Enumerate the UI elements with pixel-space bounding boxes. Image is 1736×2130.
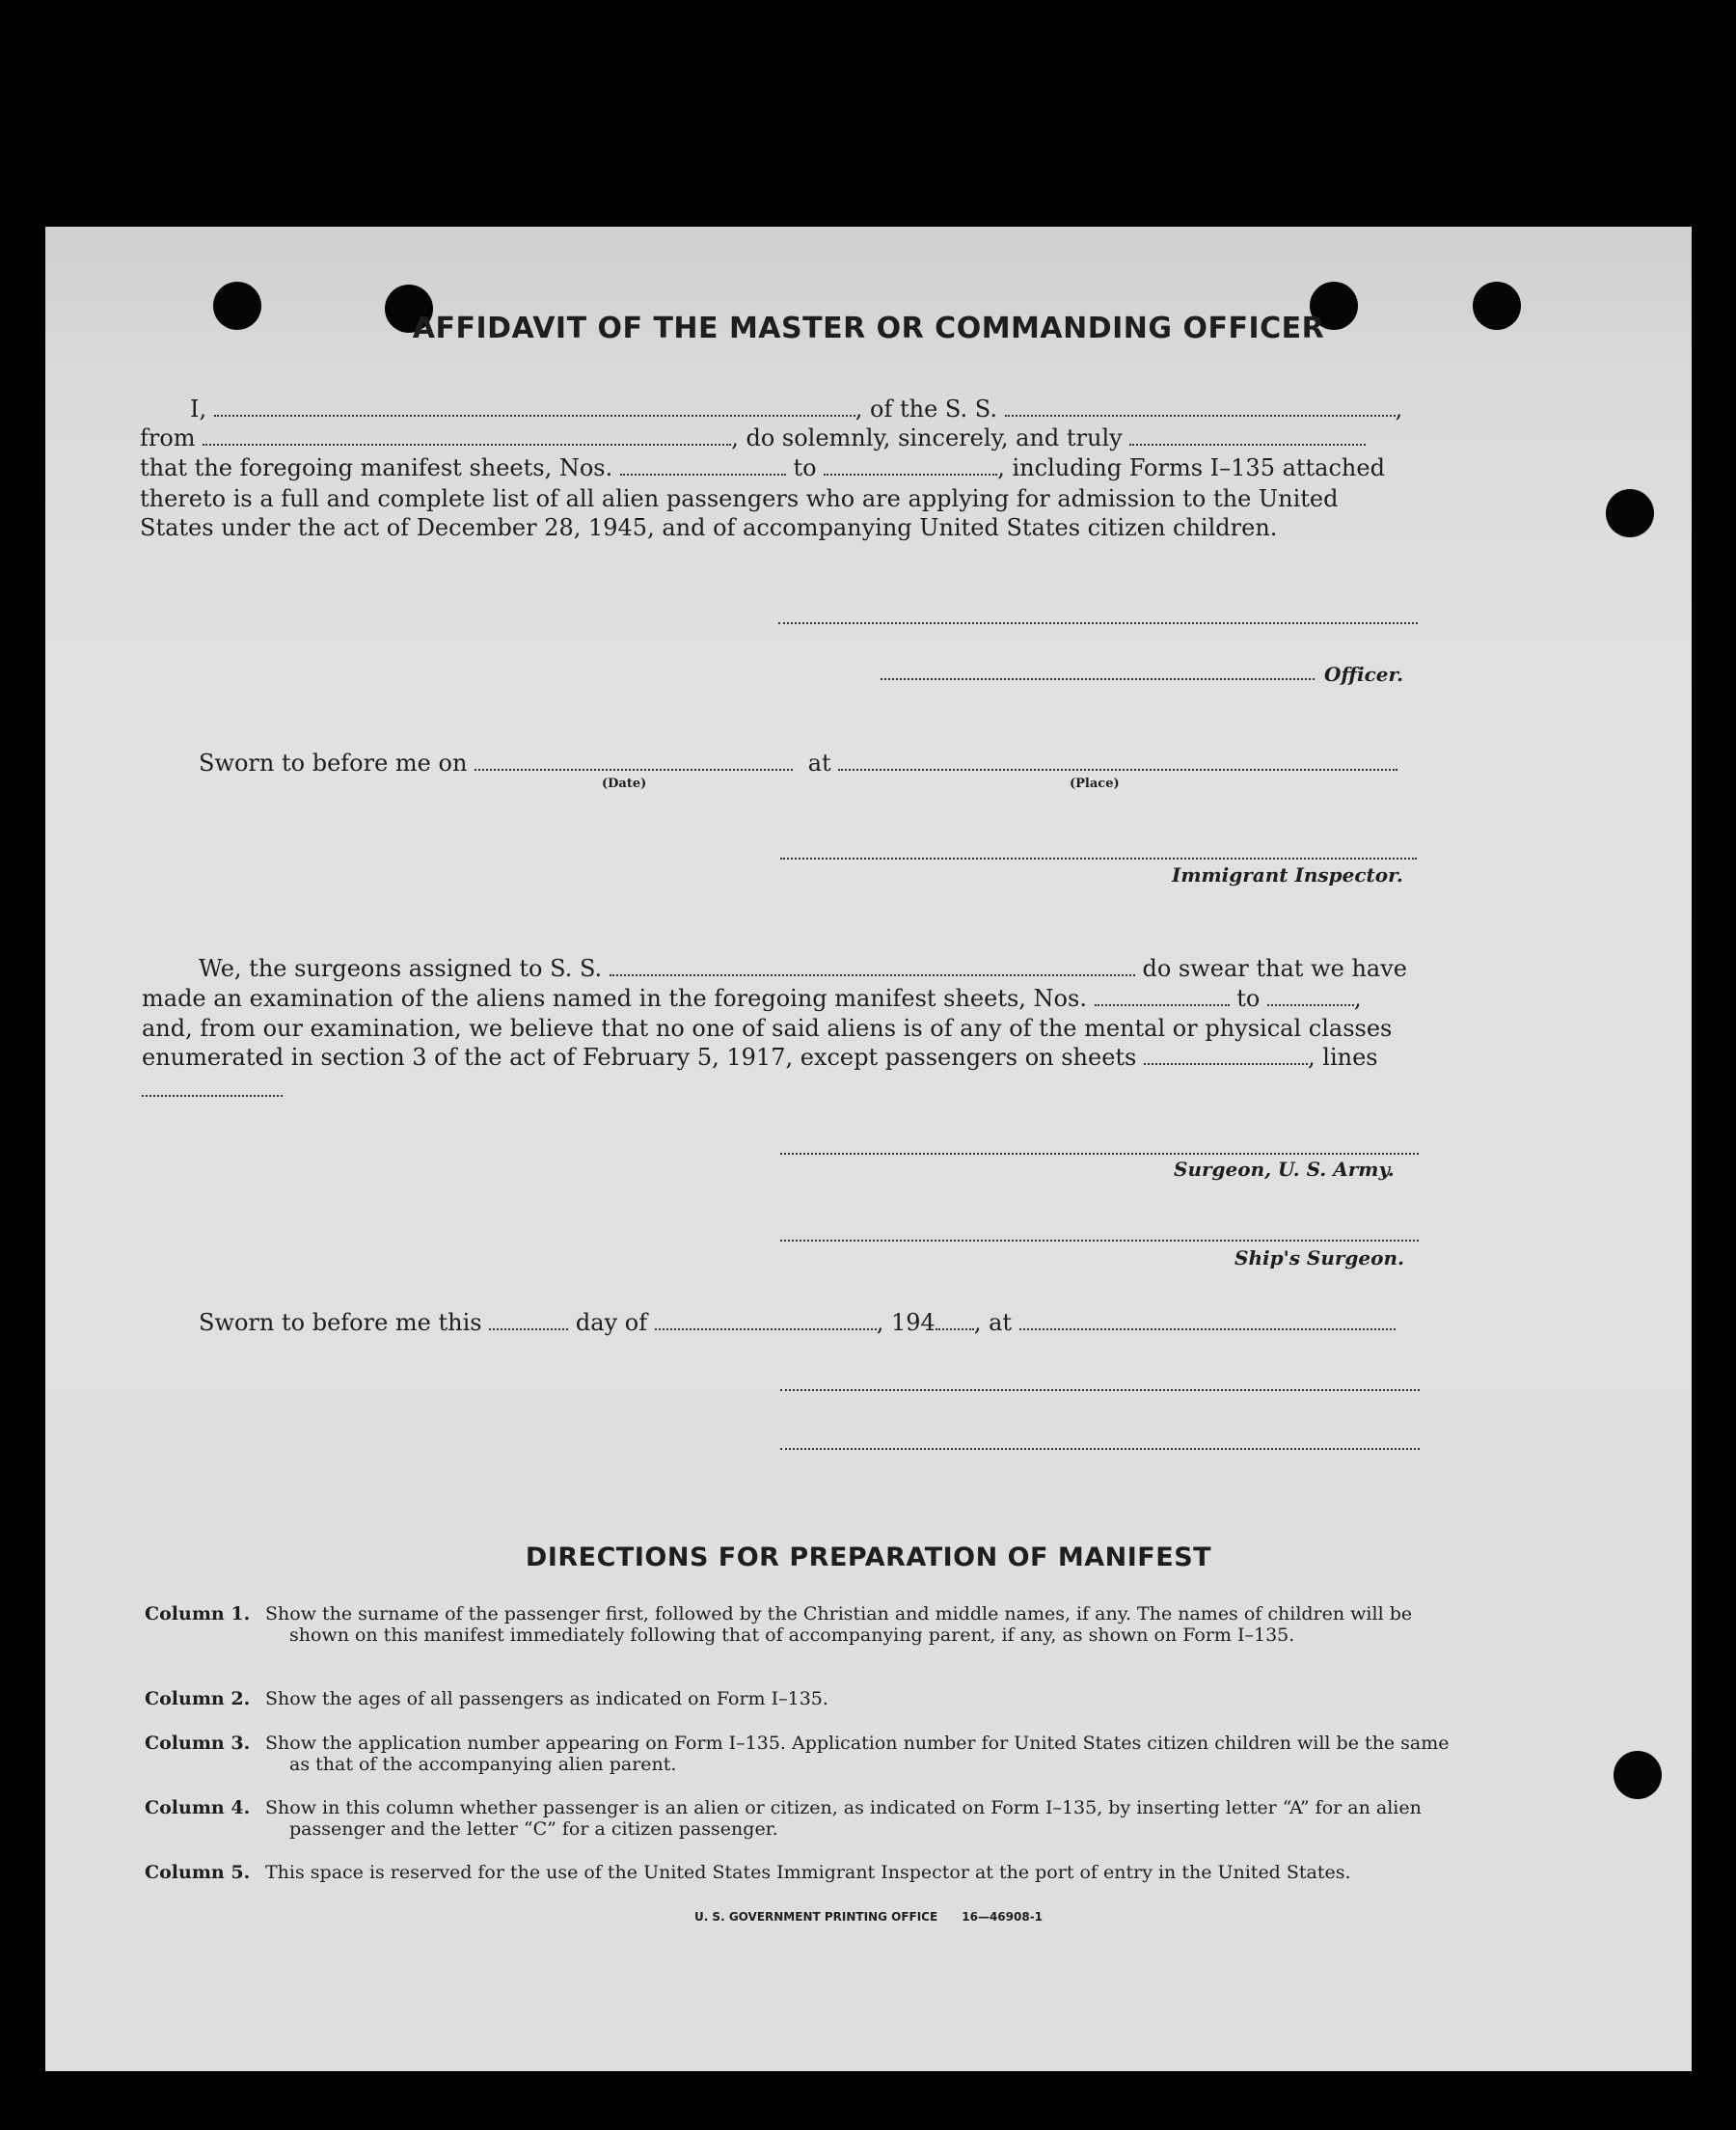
affidavit-line-5: States under the act of December 28, 1945, and of accompanying United States citizen children. (140, 514, 1278, 541)
from-label: from (140, 424, 196, 451)
sworn-year-field[interactable] (936, 1311, 974, 1330)
direction-item (145, 1733, 1468, 1775)
enumerated-label: enumerated in section 3 of the act of February 5, 1917, except passengers on sheets (142, 1044, 1137, 1071)
sworn-date-field[interactable] (475, 751, 793, 771)
direction-item (145, 1862, 1468, 1883)
exception-sheets-field[interactable] (1144, 1046, 1308, 1065)
army-surgeon-signature-line[interactable] (780, 1153, 1419, 1155)
lines-label: , lines (1308, 1044, 1378, 1071)
sworn-month-field[interactable] (655, 1311, 877, 1330)
affidavit-line-1 (190, 396, 1402, 423)
date-caption: (Date) (602, 777, 647, 791)
directions-title: DIRECTIONS FOR PREPARATION OF MANIFEST (525, 1543, 1212, 1572)
sworn-at-label: at (807, 750, 831, 777)
sworn-at2-label: , at (973, 1309, 1013, 1336)
surgeons-assigned-label: We, the surgeons assigned to S. S. (199, 955, 603, 982)
sworn-on-line (199, 750, 1397, 777)
solemnly-label: , do solemnly, sincerely, and truly (731, 424, 1123, 451)
exam-sheets-to-field[interactable] (1267, 987, 1354, 1006)
affidavit-line-4: thereto is a full and complete list of all alien passengers who are applying for admission to the United (140, 485, 1339, 512)
from-port-field[interactable] (203, 426, 731, 446)
direction-label: Column 2. (145, 1688, 251, 1709)
sworn-day-field[interactable] (489, 1311, 568, 1330)
direction-text: Show in this column whether passenger is an alien or citizen, as indicated on Form I–135, by inserting letter “A” for an alien passenger and the letter “C” for a citizen passenger. (265, 1797, 1422, 1840)
ship-name-field[interactable] (1005, 397, 1396, 417)
direction-text: Show the ages of all passengers as indicated on Form I–135. (265, 1688, 828, 1709)
exam-sheets-from-field[interactable] (1095, 987, 1230, 1006)
direction-label: Column 1. (145, 1603, 251, 1625)
sworn-place2-field[interactable] (1019, 1311, 1396, 1330)
direction-label: Column 4. (145, 1797, 251, 1818)
sheets-to-field[interactable] (824, 456, 997, 476)
direction-text: This space is reserved for the use of the United States Immigrant Inspector at the port of entry in the United States. (265, 1862, 1351, 1883)
inspector-signature-line[interactable] (780, 858, 1417, 860)
to-label: to (793, 454, 817, 481)
sworn-place-field[interactable] (838, 751, 1397, 771)
form-sheet (45, 227, 1692, 2071)
day-of-label: day of (575, 1309, 648, 1336)
printing-office-footer: U. S. GOVERNMENT PRINTING OFFICE 16—46908-1 (693, 1910, 1044, 1924)
officer-title-line[interactable] (881, 678, 1315, 680)
ship-surgeon-signature-line[interactable] (780, 1240, 1419, 1242)
of-ss-label: , of the S. S. (854, 396, 997, 423)
exam-to-label: to (1236, 985, 1261, 1012)
ship-surgeon-caption: Ship's Surgeon. (1234, 1246, 1404, 1270)
do-swear-label: do swear that we have (1142, 955, 1407, 982)
punch-hole (1606, 489, 1654, 537)
affidavit-title: AFFIDAVIT OF THE MASTER OR COMMANDING OFFICER (412, 312, 1325, 345)
direction-text: Show the application number appearing on Form I–135. Application number for United States citizen children will be the same as that of the accompanying alien parent. (265, 1733, 1450, 1775)
examination-label: made an examination of the aliens named in the foregoing manifest sheets, Nos. (142, 985, 1087, 1012)
truly-field[interactable] (1129, 426, 1366, 446)
sworn-this-line (199, 1309, 1396, 1336)
direction-item (145, 1688, 1468, 1709)
affidavit-i-label: I, (190, 396, 207, 423)
comma: , (1395, 396, 1403, 423)
surgeons-ship-field[interactable] (610, 957, 1135, 976)
sworn-this-label: Sworn to before me this (199, 1309, 482, 1336)
master-name-field[interactable] (214, 397, 855, 417)
place-caption: (Place) (1070, 777, 1120, 791)
sheets-from-field[interactable] (620, 456, 786, 476)
surgeons-line-1 (199, 955, 1407, 982)
exception-lines-field[interactable] (142, 1095, 283, 1097)
affidavit-line-2 (140, 424, 1366, 451)
officer-caption: Officer. (1324, 663, 1404, 686)
sworn2-title-line[interactable] (780, 1448, 1420, 1450)
sworn-on-label: Sworn to before me on (199, 750, 468, 777)
inspector-caption: Immigrant Inspector. (1172, 863, 1403, 887)
direction-label: Column 5. (145, 1862, 251, 1883)
army-surgeon-caption: Surgeon, U. S. Army. (1174, 1158, 1395, 1181)
direction-label: Column 3. (145, 1733, 251, 1754)
surgeons-line-3: and, from our examination, we believe that no one of said aliens is of any of the mental or physical classes (142, 1015, 1393, 1042)
sworn2-signature-line[interactable] (780, 1389, 1420, 1391)
comma: , (1353, 985, 1362, 1012)
surgeons-line-2 (142, 985, 1362, 1012)
year-label: , 194 (876, 1309, 936, 1336)
direction-item (145, 1603, 1468, 1646)
punch-hole (1614, 1751, 1662, 1799)
direction-text: Show the surname of the passenger first, followed by the Christian and middle names, if any. The names of children will be shown on this manifest immediately following that of accompanying parent, if any, as shown on Form I–135. (265, 1603, 1413, 1646)
surgeons-line-4 (142, 1044, 1378, 1071)
manifest-sheets-label: that the foregoing manifest sheets, Nos. (140, 454, 613, 481)
affidavit-line-3 (140, 454, 1385, 481)
including-label: , including Forms I–135 attached (997, 454, 1385, 481)
master-signature-line[interactable] (778, 622, 1418, 624)
direction-item (145, 1797, 1468, 1840)
